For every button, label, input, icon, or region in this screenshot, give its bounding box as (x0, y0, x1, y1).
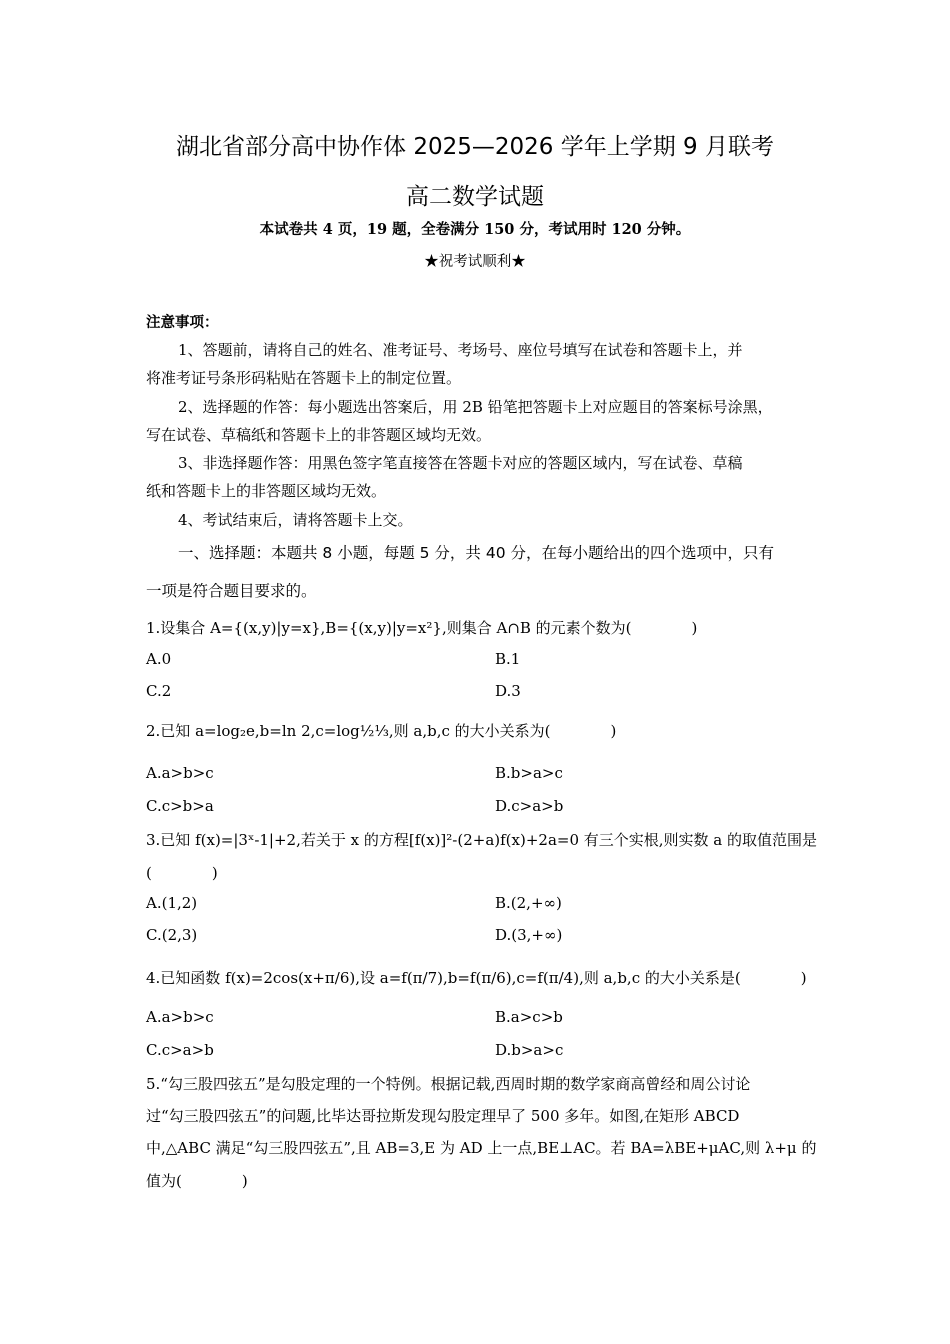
question-2-stem: 2.已知 a=log₂e,b=ln 2,c=log½⅓,则 a,b,c 的大小关系为( ) (146, 722, 617, 740)
note-2a: 2、选择题的作答：每小题选出答案后，用 2B 铅笔把答题卡上对应题目的答案标号涂黑， (178, 398, 773, 416)
subject-title: 高二数学试题 (406, 184, 544, 210)
question-3-stem-b: ( ) (146, 864, 218, 882)
note-2b: 写在试卷、草稿纸和答题卡上的非答题区域均无效。 (146, 426, 492, 444)
note-1b: 将准考证号条形码粘贴在答题卡上的制定位置。 (146, 369, 462, 387)
q3-option-a: A.(1,2) (146, 894, 198, 912)
q3-option-b: B.(2,+∞) (495, 894, 562, 912)
note-3b: 纸和答题卡上的非答题区域均无效。 (146, 482, 387, 500)
q1-option-c: C.2 (146, 682, 172, 700)
section-heading-line2: 一项是符合题目要求的。 (146, 582, 317, 600)
q1-option-b: B.1 (495, 650, 521, 668)
exam-info: 本试卷共 4 页，19 题，全卷满分 150 分，考试用时 120 分钟。 (259, 221, 691, 238)
q1-option-d: D.3 (495, 682, 521, 700)
q3-option-d: D.(3,+∞) (495, 926, 563, 944)
question-3-stem-a: 3.已知 f(x)=|3ˣ-1|+2,若关于 x 的方程[f(x)]²-(2+a)f(x)+2a=0 有三个实根,则实数 a 的取值范围是 (146, 831, 818, 849)
question-5-line4: 值为( ) (146, 1172, 248, 1190)
notes-heading: 注意事项： (146, 314, 219, 331)
q4-option-d: D.b>a>c (495, 1041, 564, 1059)
q4-option-b: B.a>c>b (495, 1008, 563, 1026)
section-heading-line1: 一、选择题：本题共 8 小题，每题 5 分，共 40 分，在每小题给出的四个选项中，只有 (178, 544, 775, 562)
note-3a: 3、非选择题作答：用黑色签字笔直接答在答题卡对应的答题区域内，写在试卷、草稿 (178, 454, 743, 472)
q2-option-d: D.c>a>b (495, 797, 564, 815)
q1-option-a: A.0 (146, 650, 172, 668)
q3-option-c: C.(2,3) (146, 926, 198, 944)
question-1-stem: 1.设集合 A={(x,y)|y=x},B={(x,y)|y=x²},则集合 A∩B 的元素个数为( ) (146, 619, 698, 637)
q2-option-c: C.c>b>a (146, 797, 214, 815)
question-5-line3: 中,△ABC 满足“勾三股四弦五”,且 AB=3,E 为 AD 上一点,BE⊥AC。若 BA=λBE+μAC,则 λ+μ 的 (146, 1139, 817, 1157)
exam-wish: ★祝考试顺利★ (424, 254, 526, 270)
q4-option-a: A.a>b>c (146, 1008, 214, 1026)
note-1a: 1、答题前，请将自己的姓名、准考证号、考场号、座位号填写在试卷和答题卡上，并 (178, 341, 743, 359)
q4-option-c: C.c>a>b (146, 1041, 214, 1059)
q2-option-a: A.a>b>c (146, 764, 214, 782)
q2-option-b: B.b>a>c (495, 764, 563, 782)
question-5-line1: 5.“勾三股四弦五”是勾股定理的一个特例。根据记载,西周时期的数学家商高曾经和周公讨论 (146, 1075, 751, 1093)
question-4-stem: 4.已知函数 f(x)=2cos(x+π/6),设 a=f(π/7),b=f(π/6),c=f(π/4),则 a,b,c 的大小关系是( ) (146, 969, 807, 987)
note-4: 4、考试结束后，请将答题卡上交。 (178, 511, 413, 529)
question-5-line2: 过“勾三股四弦五”的问题,比毕达哥拉斯发现勾股定理早了 500 多年。如图,在矩形 ABCD (146, 1107, 740, 1125)
exam-title: 湖北省部分高中协作体 2025—2026 学年上学期 9 月联考 (176, 134, 774, 160)
